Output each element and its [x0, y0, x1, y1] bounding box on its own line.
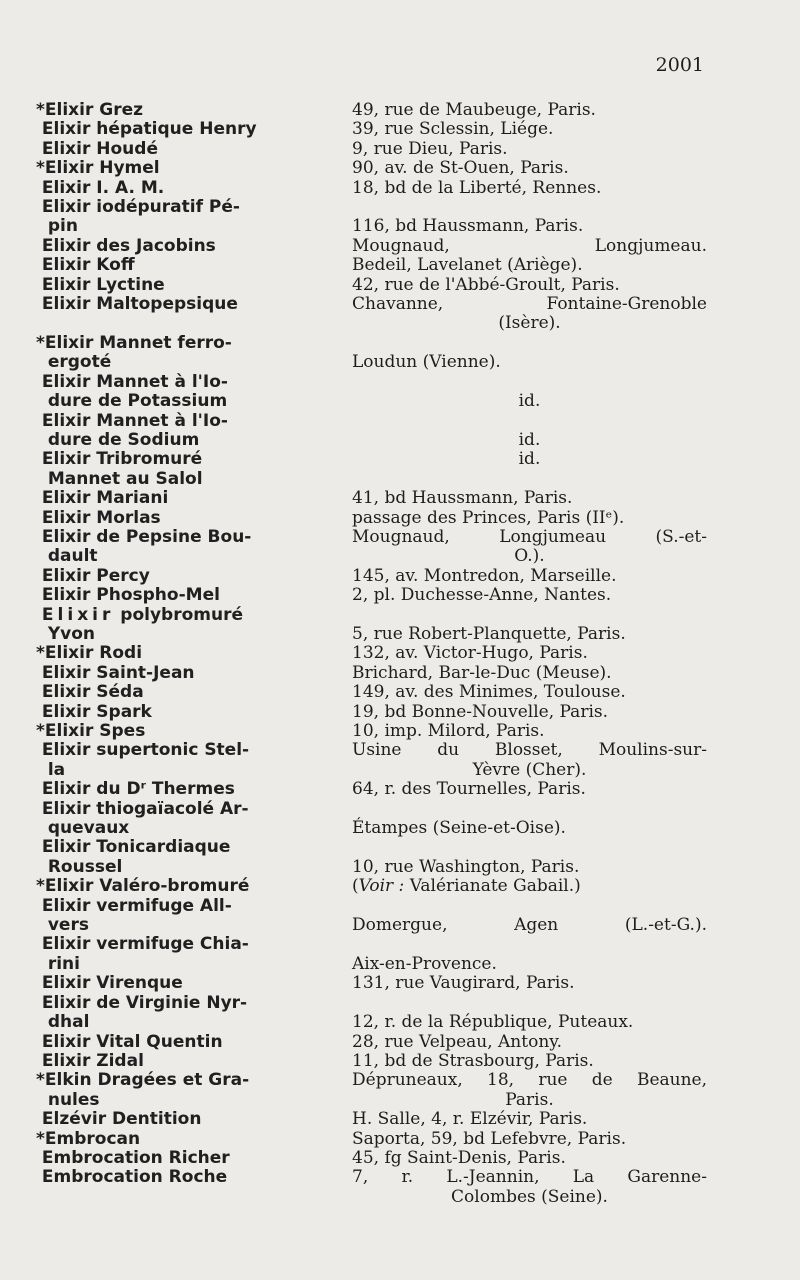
product-name-line: Mannet au Salol	[36, 468, 203, 489]
product-name-line: Elixir de Virginie Nyr-	[36, 992, 248, 1013]
address	[352, 800, 707, 839]
address-line: id.	[518, 449, 541, 470]
address	[352, 159, 707, 178]
address	[352, 198, 707, 237]
address-line: 39, rue Sclessin, Liége.	[352, 119, 554, 140]
product-name	[36, 664, 350, 683]
list-item	[36, 1168, 716, 1207]
product-name	[36, 567, 350, 586]
product-name	[36, 276, 350, 295]
product-name-line: Elixir Percy	[36, 565, 150, 586]
product-name	[36, 1110, 350, 1129]
product-name-line: Elixir thiogaïacolé Ar-	[36, 798, 249, 819]
address	[352, 450, 707, 469]
list-item	[36, 179, 716, 198]
address	[352, 567, 707, 586]
list-item	[36, 683, 716, 702]
address-line: 10, imp. Milord, Paris.	[352, 721, 545, 741]
product-name	[36, 994, 350, 1033]
page-number: 2001	[655, 54, 704, 76]
product-name-line: Elixir Lyctine	[36, 274, 165, 295]
address-line: Chavanne, Fontaine-Grenoble	[352, 294, 707, 315]
product-name-line: Elixir polybromuré	[41, 604, 244, 625]
list-item	[36, 198, 716, 237]
address-line: Saporta, 59, bd Lefebvre, Paris.	[352, 1128, 627, 1149]
address-line: Loudun (Vienne).	[352, 352, 501, 373]
address-line: 49, rue de Maubeuge, Paris.	[352, 100, 596, 120]
address-line: 45, fg Saint-Denis, Paris.	[352, 1147, 566, 1168]
list-item	[36, 1149, 716, 1168]
product-name-line: Elixir Virenque	[36, 973, 183, 994]
product-name-line: Elixir I. A. M.	[36, 177, 165, 198]
product-name-line: Embrocation Richer	[36, 1147, 230, 1168]
list-item	[36, 567, 716, 586]
product-name	[36, 1149, 350, 1168]
list-item	[36, 373, 716, 412]
address-line	[352, 606, 707, 625]
product-name	[36, 974, 350, 993]
list-item	[36, 276, 716, 295]
list-item	[36, 140, 716, 159]
product-name-line: Elixir Mannet à l'Io-	[36, 371, 228, 392]
address	[352, 741, 707, 780]
list-item	[36, 1033, 716, 1052]
product-name	[36, 644, 350, 663]
product-name-line: Elixir Séda	[36, 682, 144, 703]
product-name-line: dure de Sodium	[36, 429, 200, 450]
address	[352, 897, 707, 936]
address	[352, 974, 707, 993]
product-name	[36, 489, 350, 508]
product-name-line: Elixir Tribromuré	[36, 449, 203, 470]
address	[352, 722, 707, 741]
product-name-line: Elixir Houdé	[36, 138, 158, 159]
list-item	[36, 412, 716, 451]
address	[352, 101, 707, 120]
product-name	[36, 237, 350, 256]
address	[352, 276, 707, 295]
address	[352, 606, 707, 645]
list-item	[36, 935, 716, 974]
address	[352, 1071, 707, 1110]
address-line: Domergue, Agen (L.-et-G.).	[352, 915, 707, 936]
address	[352, 489, 707, 508]
address-line: Mougnaud, Longjumeau.	[352, 235, 707, 256]
list-item	[36, 586, 716, 605]
address-line: 12, r. de la République, Puteaux.	[352, 1012, 634, 1033]
address-line: 10, rue Washington, Paris.	[352, 856, 580, 877]
product-name	[36, 897, 350, 936]
address	[352, 877, 707, 896]
product-name	[36, 159, 350, 178]
product-name-line: quevaux	[36, 818, 130, 839]
address-line	[352, 897, 707, 916]
address-line: Aix-en-Provence.	[352, 953, 497, 974]
address-line: 41, bd Haussmann, Paris.	[352, 488, 573, 509]
product-name	[36, 1033, 350, 1052]
address	[352, 509, 707, 528]
product-name-line: dault	[36, 546, 98, 567]
address	[352, 1052, 707, 1071]
product-name	[36, 179, 350, 198]
address-line	[352, 373, 707, 392]
address	[352, 838, 707, 877]
address-line	[352, 334, 707, 353]
address-line	[352, 800, 707, 819]
list-item	[36, 974, 716, 993]
product-name-line: *Elixir Mannet ferro-	[36, 332, 232, 353]
address	[352, 373, 707, 412]
product-name	[36, 1052, 350, 1071]
address	[352, 412, 707, 451]
product-name-line: Embrocation Roche	[36, 1167, 228, 1188]
address-line	[352, 994, 707, 1013]
list-item	[36, 606, 716, 645]
product-name-line: Elixir Vital Quentin	[36, 1031, 223, 1052]
list-item	[36, 450, 716, 489]
address-line: 5, rue Robert-Planquette, Paris.	[352, 623, 626, 644]
list-item	[36, 509, 716, 528]
address	[352, 140, 707, 159]
product-name-line: Elixir Mariani	[36, 488, 169, 509]
address-line: Bedeil, Lavelanet (Ariège).	[352, 255, 583, 276]
list-item	[36, 703, 716, 722]
address	[352, 1130, 707, 1149]
list-item	[36, 120, 716, 139]
address	[352, 935, 707, 974]
address-line: 9, rue Dieu, Paris.	[352, 138, 508, 159]
product-name	[36, 373, 350, 412]
product-name-line: Elixir supertonic Stel-	[36, 740, 250, 761]
product-name-line: ergoté	[36, 352, 112, 373]
product-name-line: nules	[36, 1089, 100, 1110]
address-line: 28, rue Velpeau, Antony.	[352, 1031, 563, 1052]
address	[352, 994, 707, 1033]
list-item	[36, 237, 716, 256]
address-line: 149, av. des Minimes, Toulouse.	[352, 682, 626, 703]
list-item	[36, 1052, 716, 1071]
list-item	[36, 741, 716, 780]
product-name-line: *Embrocan	[36, 1128, 141, 1149]
address-line: id.	[518, 391, 541, 412]
product-name	[36, 606, 350, 645]
address-line: 18, bd de la Liberté, Rennes.	[352, 177, 602, 198]
address-line: Mougnaud, Longjumeau (S.-et-	[352, 526, 707, 547]
address-line: 145, av. Montredon, Marseille.	[352, 565, 617, 586]
address	[352, 1149, 707, 1168]
address-line: Usine du Blosset, Moulins-sur-	[352, 740, 707, 761]
address-line: 42, rue de l'Abbé-Groult, Paris.	[352, 274, 620, 295]
product-name	[36, 703, 350, 722]
product-name-line: Elixir vermifuge All-	[36, 895, 232, 916]
address-line: 116, bd Haussmann, Paris.	[352, 216, 584, 237]
product-name-line: *Elixir Rodi	[36, 643, 143, 664]
product-name	[36, 120, 350, 139]
product-name-line: *Elixir Grez	[36, 100, 144, 120]
product-name-line: Elixir de Pepsine Bou-	[36, 526, 252, 547]
list-item	[36, 722, 716, 741]
product-name-line: Elixir Zidal	[36, 1050, 144, 1071]
address	[352, 664, 707, 683]
product-name	[36, 509, 350, 528]
list-item	[36, 780, 716, 799]
product-name-line: Elixir Morlas	[36, 507, 161, 528]
product-name-line: Elzévir Dentition	[36, 1109, 202, 1130]
address-line: Dépruneaux, 18, rue de Beaune,	[352, 1070, 707, 1091]
product-name-line: dhal	[36, 1012, 90, 1033]
address	[352, 644, 707, 663]
address-line: 2, pl. Duchesse-Anne, Nantes.	[352, 585, 612, 606]
product-name	[36, 334, 350, 373]
address-line	[352, 935, 707, 954]
address-line: (Voir : Valérianate Gabail.)	[352, 876, 581, 897]
product-name-line: Elixir Koff	[36, 255, 135, 276]
address-line: id.	[518, 429, 541, 450]
address	[352, 683, 707, 702]
address	[352, 703, 707, 722]
address-line: O.).	[514, 546, 545, 567]
product-name-line: *Elkin Dragées et Gra-	[36, 1070, 250, 1091]
product-name	[36, 741, 350, 780]
entry-list	[36, 101, 716, 1207]
address	[352, 295, 707, 334]
address-line: 7, r. L.-Jeannin, La Garenne-	[352, 1167, 707, 1188]
product-name-line: Elixir Mannet à l'Io-	[36, 410, 228, 431]
address-line: Paris.	[505, 1089, 554, 1110]
list-item	[36, 159, 716, 178]
product-name-line: vers	[36, 915, 89, 936]
product-name	[36, 1168, 350, 1187]
address	[352, 334, 707, 373]
list-item	[36, 334, 716, 373]
list-item	[36, 528, 716, 567]
product-name	[36, 450, 350, 489]
product-name-line: Roussel	[36, 856, 123, 877]
product-name-line: Elixir vermifuge Chia-	[36, 934, 249, 955]
list-item	[36, 994, 716, 1033]
product-name-line: *Elixir Hymel	[36, 158, 160, 179]
product-name-line: Elixir hépatique Henry	[36, 119, 257, 140]
address-line: Étampes (Seine-et-Oise).	[352, 818, 566, 839]
product-name-line: Elixir iodépuratif Pé-	[36, 197, 240, 218]
product-name-line: Elixir Spark	[36, 701, 152, 722]
address-line: Colombes (Seine).	[451, 1186, 608, 1207]
product-name	[36, 1130, 350, 1149]
list-item	[36, 664, 716, 683]
address	[352, 1033, 707, 1052]
list-item	[36, 897, 716, 936]
product-name-line: Elixir Maltopepsique	[36, 294, 238, 315]
address	[352, 256, 707, 275]
product-name-line: *Elixir Valéro-bromuré	[36, 876, 250, 897]
address	[352, 780, 707, 799]
list-item	[36, 101, 716, 120]
product-name-line: Elixir Tonicardiaque	[36, 837, 231, 858]
address-line: (Isère).	[498, 313, 561, 334]
product-name	[36, 295, 350, 314]
address-line	[352, 412, 707, 431]
address-line: Brichard, Bar-le-Duc (Meuse).	[352, 662, 612, 683]
product-name	[36, 412, 350, 451]
product-name	[36, 838, 350, 877]
address	[352, 120, 707, 139]
product-name	[36, 780, 350, 799]
address	[352, 1110, 707, 1129]
product-name	[36, 683, 350, 702]
product-name	[36, 198, 350, 237]
address-line	[352, 198, 707, 217]
list-item	[36, 1110, 716, 1129]
list-item	[36, 838, 716, 877]
list-item	[36, 489, 716, 508]
address	[352, 179, 707, 198]
product-name	[36, 1071, 350, 1110]
product-name	[36, 935, 350, 974]
address-line: 11, bd de Strasbourg, Paris.	[352, 1050, 594, 1071]
list-item	[36, 1130, 716, 1149]
address	[352, 1168, 707, 1207]
address-line: 64, r. des Tournelles, Paris.	[352, 779, 586, 800]
list-item	[36, 295, 716, 334]
product-name-line: Elixir du Dʳ Thermes	[36, 779, 235, 800]
product-name-line: rini	[36, 953, 80, 974]
product-name-line: Elixir des Jacobins	[36, 235, 216, 256]
product-name	[36, 800, 350, 839]
product-name	[36, 140, 350, 159]
list-item	[36, 644, 716, 663]
list-item	[36, 256, 716, 275]
address-line: H. Salle, 4, r. Elzévir, Paris.	[352, 1109, 588, 1130]
product-name	[36, 722, 350, 741]
address-line: 19, bd Bonne-Nouvelle, Paris.	[352, 701, 609, 722]
list-item	[36, 800, 716, 839]
address-line: 132, av. Victor-Hugo, Paris.	[352, 643, 588, 664]
product-name-line: Elixir Phospho-Mel	[36, 585, 220, 606]
product-name-line: Yvon	[36, 623, 96, 644]
address	[352, 586, 707, 605]
address-line: Yèvre (Cher).	[472, 759, 587, 780]
address-line: 131, rue Vaugirard, Paris.	[352, 973, 575, 994]
product-name	[36, 528, 350, 567]
product-name-line: la	[36, 759, 66, 780]
address-line	[352, 838, 707, 857]
address-line: 90, av. de St-Ouen, Paris.	[352, 158, 569, 179]
address	[352, 237, 707, 256]
list-item	[36, 877, 716, 896]
product-name	[36, 586, 350, 605]
address	[352, 528, 707, 567]
product-name	[36, 101, 350, 120]
address-line: passage des Princes, Paris (IIᵉ).	[352, 507, 625, 528]
list-item	[36, 1071, 716, 1110]
product-name-line: *Elixir Spes	[36, 721, 146, 741]
product-name	[36, 256, 350, 275]
product-name	[36, 877, 350, 896]
product-name-line: Elixir Saint-Jean	[36, 662, 195, 683]
product-name-line: pin	[36, 216, 78, 237]
product-name-line: dure de Potassium	[36, 391, 228, 412]
